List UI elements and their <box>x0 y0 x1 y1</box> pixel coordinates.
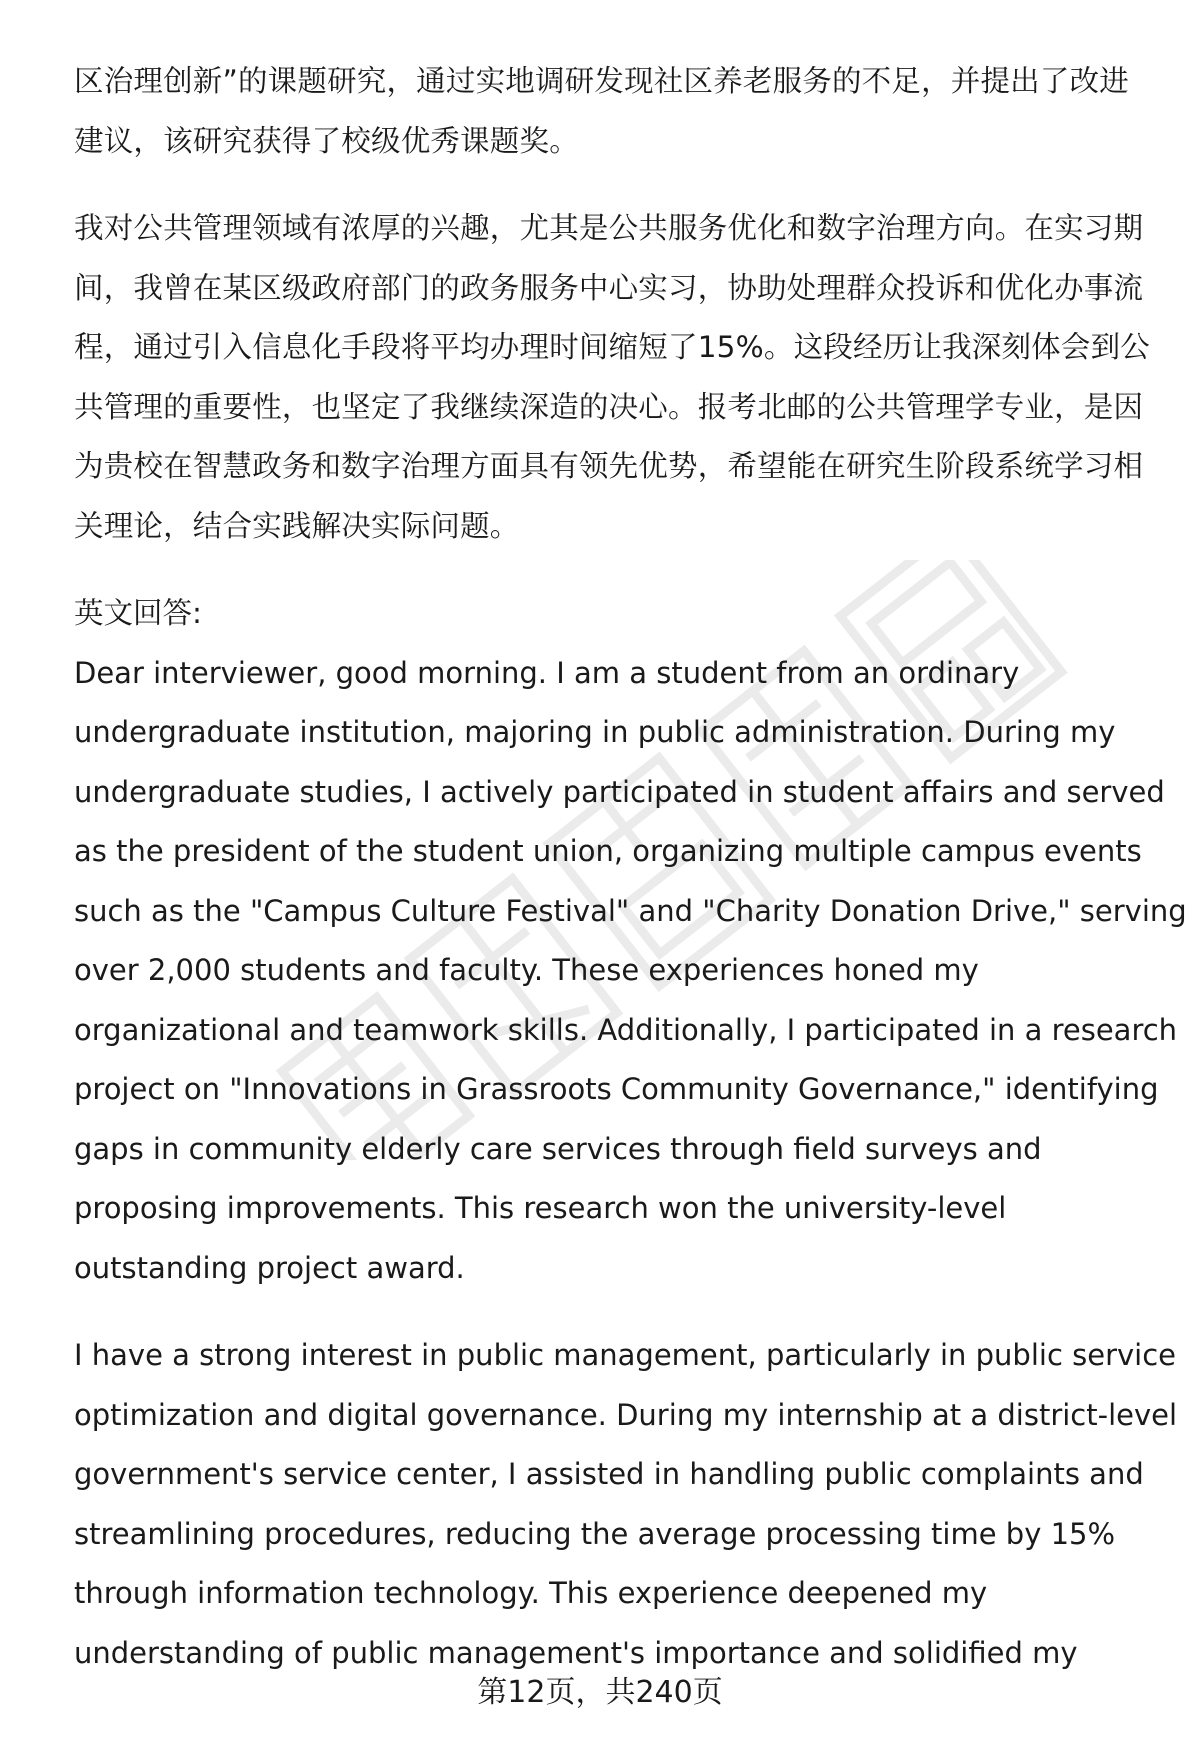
english-paragraph-2 <box>74 1326 1178 1683</box>
text-line: 共管理的重要性，也坚定了我继续深造的决心。报考北邮的公共管理学专业，是因 <box>74 389 1144 424</box>
text-line: undergraduate studies, I actively participated in student affairs and served <box>74 774 1165 809</box>
text-line: project on "Innovations in Grassroots Community Governance," identifying <box>74 1072 1159 1106</box>
text-line: I have a strong interest in public management, particularly in public service <box>74 1338 1176 1372</box>
chinese-paragraph-2 <box>74 199 1149 556</box>
text-line: as the president of the student union, organizing multiple campus events <box>74 834 1142 868</box>
text-line: 关理论，结合实践解决实际问题。 <box>74 508 520 543</box>
text-line: such as the "Campus Culture Festival" and "Charity Donation Drive," serving <box>74 893 1187 928</box>
text-line: 为贵校在智慧政务和数字治理方面具有领先优势，希望能在研究生阶段系统学习相 <box>74 449 1144 483</box>
page-number-footer: 第12页，共240页 <box>477 1675 723 1710</box>
text-line: optimization and digital governance. During my internship at a district-level <box>74 1397 1178 1432</box>
text-line: 程，通过引入信息化手段将平均办理时间缩短了15%。这段经历让我深刻体会到公 <box>74 330 1150 364</box>
text-line: through information technology. This experience deepened my <box>74 1576 988 1610</box>
text-line: understanding of public management's importance and solidified my <box>74 1635 1078 1670</box>
chinese-paragraph-1 <box>74 52 1149 171</box>
text-line: gaps in community elderly care services through field surveys and <box>74 1131 1042 1166</box>
text-line: government's service center, I assisted in handling public complaints and <box>74 1457 1144 1491</box>
text-line: 我对公共管理领域有浓厚的兴趣，尤其是公共服务优化和数字治理方向。在实习期 <box>74 211 1144 245</box>
text-line: outstanding project award. <box>74 1250 465 1285</box>
text-line: streamlining procedures, reducing the average processing time by 15% <box>74 1516 1116 1551</box>
text-line: undergraduate institution, majoring in public administration. During my <box>74 715 1116 749</box>
text-line: organizational and teamwork skills. Additionally, I participated in a research <box>74 1012 1178 1047</box>
text-line: proposing improvements. This research won the university-level <box>74 1191 1007 1225</box>
english-answer-label: 英文回答: <box>74 596 202 630</box>
text-line: 间，我曾在某区级政府部门的政务服务中心实习，协助处理群众投诉和优化办事流 <box>74 270 1144 305</box>
english-paragraph-1 <box>74 644 1187 1299</box>
text-line: 区治理创新”的课题研究，通过实地调研发现社区养老服务的不足，并提出了改进 <box>74 64 1129 98</box>
text-line: over 2,000 students and faculty. These experiences honed my <box>74 953 979 987</box>
text-line: Dear interviewer, good morning. I am a student from an ordinary <box>74 655 1020 690</box>
document-body <box>74 52 1187 1711</box>
text-line: 建议，该研究获得了校级优秀课题奖。 <box>74 123 579 158</box>
